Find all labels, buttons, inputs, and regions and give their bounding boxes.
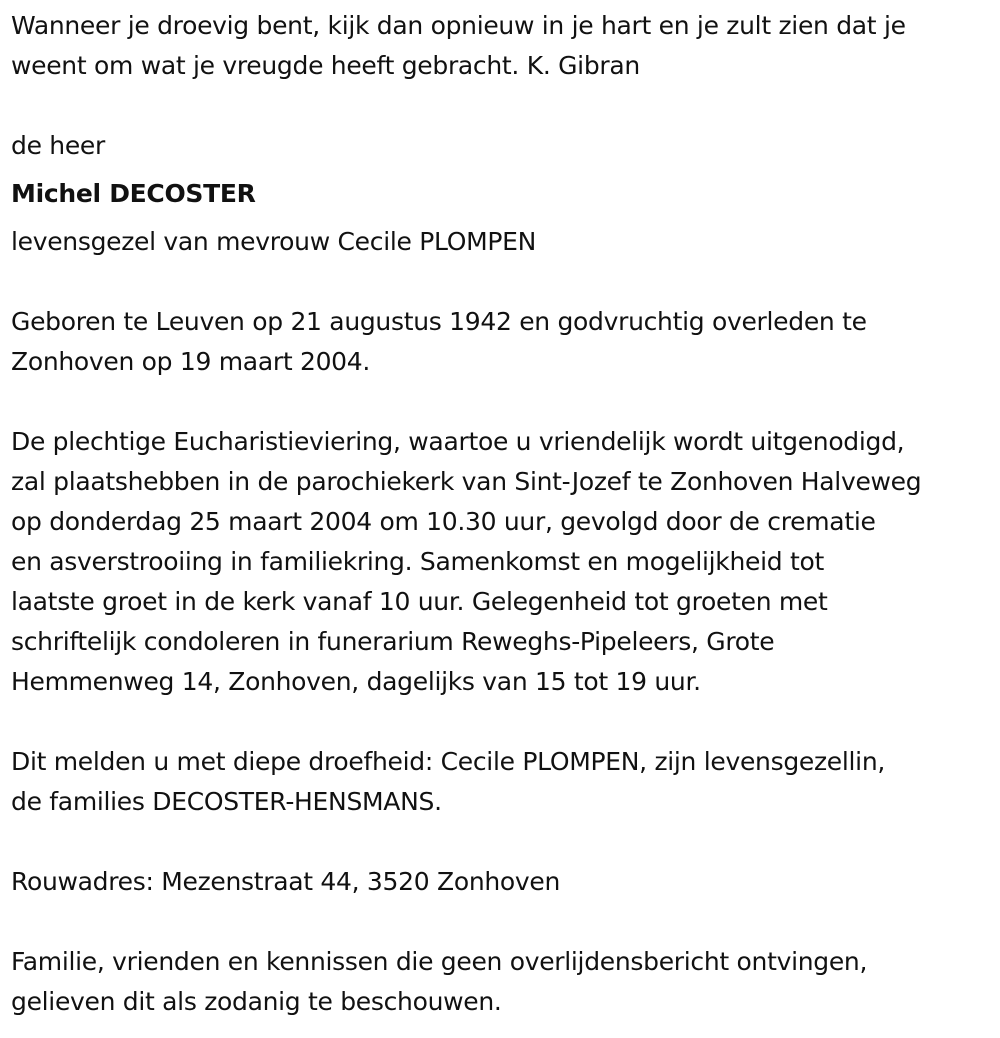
paragraph-line: De plechtige Eucharistieviering, waartoe u vriendelijk wordt uitgenodigd, bbox=[11, 427, 905, 456]
paragraph-line: Hemmenweg 14, Zonhoven, dagelijks van 15 tot 19 uur. bbox=[11, 667, 701, 696]
quote-line: weent om wat je vreugde heeft gebracht. K. Gibran bbox=[11, 51, 640, 80]
paragraph-line: schriftelijk condoleren in funerarium Reweghs-Pipeleers, Grote bbox=[11, 627, 775, 656]
paragraph-line: Familie, vrienden en kennissen die geen overlijdensbericht ontvingen, bbox=[11, 947, 868, 976]
paragraph-line: gelieven dit als zodanig te beschouwen. bbox=[11, 987, 502, 1016]
paragraph-line: en asverstrooiing in familiekring. Samenkomst en mogelijkheid tot bbox=[11, 547, 824, 576]
paragraph-line: laatste groet in de kerk vanaf 10 uur. Gelegenheid tot groeten met bbox=[11, 587, 828, 616]
person-title: de heer bbox=[11, 131, 105, 160]
quote-line: Wanneer je droevig bent, kijk dan opnieuw in je hart en je zult zien dat je bbox=[11, 11, 906, 40]
paragraph-line: Zonhoven op 19 maart 2004. bbox=[11, 347, 371, 376]
paragraph-line: zal plaatshebben in de parochiekerk van Sint-Jozef te Zonhoven Halveweg bbox=[11, 467, 922, 496]
person-name: Michel DECOSTER bbox=[11, 179, 256, 208]
paragraph-line: Dit melden u met diepe droefheid: Cecile PLOMPEN, zijn levensgezellin, bbox=[11, 747, 886, 776]
paragraph-line: Geboren te Leuven op 21 augustus 1942 en godvruchtig overleden te bbox=[11, 307, 867, 336]
person-relation: levensgezel van mevrouw Cecile PLOMPEN bbox=[11, 227, 537, 256]
paragraph-line: de families DECOSTER-HENSMANS. bbox=[11, 787, 442, 816]
paragraph-line: op donderdag 25 maart 2004 om 10.30 uur, gevolgd door de crematie bbox=[11, 507, 876, 536]
address-line: Rouwadres: Mezenstraat 44, 3520 Zonhoven bbox=[11, 867, 561, 896]
